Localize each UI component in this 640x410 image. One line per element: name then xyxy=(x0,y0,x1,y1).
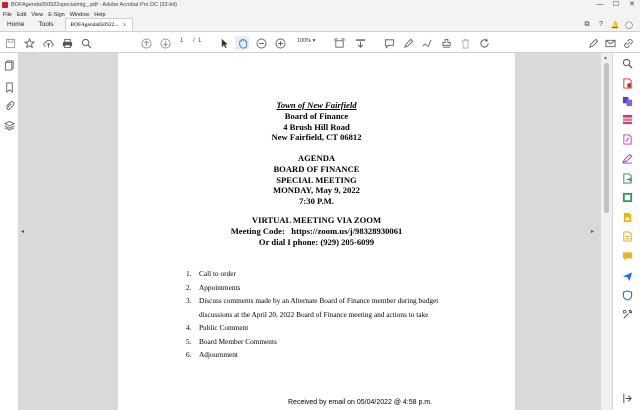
organize-pages-icon[interactable] xyxy=(622,114,633,125)
layers-icon[interactable] xyxy=(4,120,15,131)
draw-freeform-icon[interactable] xyxy=(420,36,434,50)
street-address: 4 Brush Hill Road xyxy=(283,121,350,132)
item-number: 4. xyxy=(186,323,192,332)
menu-help[interactable]: Help xyxy=(94,11,106,18)
stamp-sign-icon[interactable] xyxy=(439,36,453,50)
tab-document[interactable] xyxy=(65,18,133,31)
current-page-input[interactable]: 1 xyxy=(180,38,184,44)
cloud-upload-icon[interactable] xyxy=(41,36,55,50)
edit-pdf-icon[interactable] xyxy=(586,36,600,50)
search-tools-icon[interactable] xyxy=(622,58,633,69)
share-link-icon[interactable] xyxy=(621,36,635,50)
scroll-thumb[interactable] xyxy=(604,63,609,213)
menu-esign[interactable]: E-Sign xyxy=(48,11,65,18)
tab-bar xyxy=(0,19,640,32)
more-tools-icon[interactable] xyxy=(622,309,633,320)
account-icon[interactable]: ◯ xyxy=(625,21,633,29)
agenda-heading xyxy=(118,153,515,207)
agenda-date: MONDAY, May 9, 2022 xyxy=(273,185,360,196)
list-item xyxy=(186,321,496,335)
agenda-list xyxy=(186,267,496,362)
item-text: Adjournment xyxy=(199,350,238,359)
menu-window[interactable]: Window xyxy=(69,11,90,18)
comment-tool-icon[interactable] xyxy=(622,251,633,262)
letterhead xyxy=(118,100,515,143)
title-bar xyxy=(0,0,640,10)
next-page-icon[interactable] xyxy=(158,36,172,50)
scroll-up-icon[interactable]: ▲ xyxy=(603,55,608,61)
send-for-review-icon[interactable] xyxy=(622,271,633,282)
item-number: 3. xyxy=(186,296,192,305)
combine-files-icon[interactable] xyxy=(622,96,633,107)
zoom-caret-icon: ▾ xyxy=(312,38,316,44)
virtual-meeting-info xyxy=(118,215,515,247)
protect-icon[interactable] xyxy=(622,212,633,223)
agenda-title: AGENDA xyxy=(297,153,336,163)
hand-tool-icon[interactable] xyxy=(235,36,249,50)
print-icon[interactable] xyxy=(60,36,74,50)
item-number: 6. xyxy=(186,350,192,359)
fill-sign-icon[interactable] xyxy=(622,153,633,164)
total-pages: 1 xyxy=(198,38,202,44)
menu-edit[interactable]: Edit xyxy=(16,11,27,18)
prepare-form-icon[interactable] xyxy=(622,231,633,242)
device-sync-icon[interactable]: ⧉ xyxy=(584,20,590,28)
save-download-icon[interactable] xyxy=(353,36,367,50)
left-panel-expand-icon[interactable]: ◂ xyxy=(21,229,25,235)
share-email-icon[interactable] xyxy=(603,36,617,50)
item-text: discussions at the April 20, 2022 Board of Finance meeting and actions to take xyxy=(199,309,429,319)
tab-close-icon[interactable]: × xyxy=(122,20,127,29)
item-text: Board Member Comments xyxy=(199,336,277,346)
enhance-scans-icon[interactable] xyxy=(622,192,633,203)
item-text: Call to order xyxy=(199,269,236,278)
zoom-value: 100% xyxy=(297,38,312,44)
city-address: New Fairfield, CT 06812 xyxy=(271,132,362,143)
collapse-pane-icon[interactable] xyxy=(622,393,633,404)
menu-file[interactable]: File xyxy=(3,11,12,18)
item-number: 5. xyxy=(186,336,192,346)
right-panel-expand-icon[interactable]: ▸ xyxy=(591,229,595,235)
vertical-scrollbar[interactable] xyxy=(601,53,612,410)
list-item xyxy=(186,348,496,362)
item-number: 1. xyxy=(186,269,192,278)
list-item xyxy=(186,335,496,349)
save-icon[interactable] xyxy=(3,36,17,50)
zoom-in-icon[interactable] xyxy=(273,36,287,50)
meeting-code: Meeting Code: https://zoom.us/j/98328930061 xyxy=(230,225,403,236)
delete-trash-icon[interactable] xyxy=(458,36,472,50)
select-cursor-icon[interactable] xyxy=(217,36,231,50)
item-number xyxy=(186,308,199,322)
edit-pdf-tool-icon[interactable] xyxy=(622,134,633,145)
acrobat-app-icon xyxy=(2,2,8,8)
find-search-icon[interactable] xyxy=(79,36,93,50)
left-navigation-rail xyxy=(0,53,19,410)
item-text: Public Comment xyxy=(199,323,249,332)
tab-tools[interactable]: Tools xyxy=(38,21,54,28)
shield-protect-icon[interactable] xyxy=(622,290,633,301)
export-pdf-icon[interactable] xyxy=(622,173,633,184)
main-toolbar xyxy=(0,32,640,53)
comment-icon[interactable] xyxy=(382,36,396,50)
minimize-button[interactable]: — xyxy=(596,1,604,8)
agenda-time: 7:30 P.M. xyxy=(299,196,334,207)
rotate-refresh-icon[interactable] xyxy=(477,36,491,50)
agenda-meeting-type: SPECIAL MEETING xyxy=(276,174,357,185)
board-name: Board of Finance xyxy=(284,110,349,121)
zoom-level[interactable] xyxy=(297,38,315,44)
list-item xyxy=(186,294,496,308)
help-icon[interactable]: ? xyxy=(599,21,603,28)
bookmarks-icon[interactable] xyxy=(4,82,15,93)
item-number: 2. xyxy=(186,282,192,292)
list-item xyxy=(186,308,496,322)
received-stamp: Received by email on 05/04/2022 @ 4:58 p.m. xyxy=(288,399,433,406)
create-pdf-icon[interactable] xyxy=(622,78,633,89)
dial-in-phone: Or dial I phone: (929) 205-6099 xyxy=(258,236,375,247)
virtual-title: VIRTUAL MEETING VIA ZOOM xyxy=(251,215,382,225)
zoom-out-icon[interactable] xyxy=(254,36,268,50)
right-tools-rail xyxy=(612,53,640,410)
page-fit-icon[interactable] xyxy=(332,36,346,50)
tab-home[interactable]: Home xyxy=(7,21,25,28)
menu-view[interactable]: View xyxy=(31,11,44,18)
maximize-button[interactable]: ☐ xyxy=(612,1,620,8)
highlight-pen-icon[interactable] xyxy=(401,36,415,50)
item-text: Appointments xyxy=(199,282,241,292)
town-name: Town of New Fairfield xyxy=(276,100,357,110)
tab-bar-right-tools xyxy=(580,18,640,31)
item-text: Discuss comments made by an Alternate Board of Finance member during budget xyxy=(199,296,439,305)
tab-document-label: BOFAgenda050922... xyxy=(70,21,119,28)
list-item xyxy=(186,267,496,281)
close-window-button[interactable]: ✕ xyxy=(629,1,635,8)
window-title: BOFAgenda050922specialmtg_.pdf - Adobe Acrobat Pro DC (32-bit) xyxy=(11,2,178,8)
list-item xyxy=(186,281,496,295)
previous-page-icon[interactable] xyxy=(139,36,153,50)
page-thumbnails-icon[interactable] xyxy=(4,60,15,71)
attachments-icon[interactable] xyxy=(4,100,15,111)
agenda-board: BOARD OF FINANCE xyxy=(273,163,360,174)
bookmark-star-icon[interactable] xyxy=(22,36,36,50)
notifications-icon[interactable]: 🔔 xyxy=(610,21,620,29)
pdf-page xyxy=(118,53,515,410)
page-separator: / xyxy=(193,38,195,44)
